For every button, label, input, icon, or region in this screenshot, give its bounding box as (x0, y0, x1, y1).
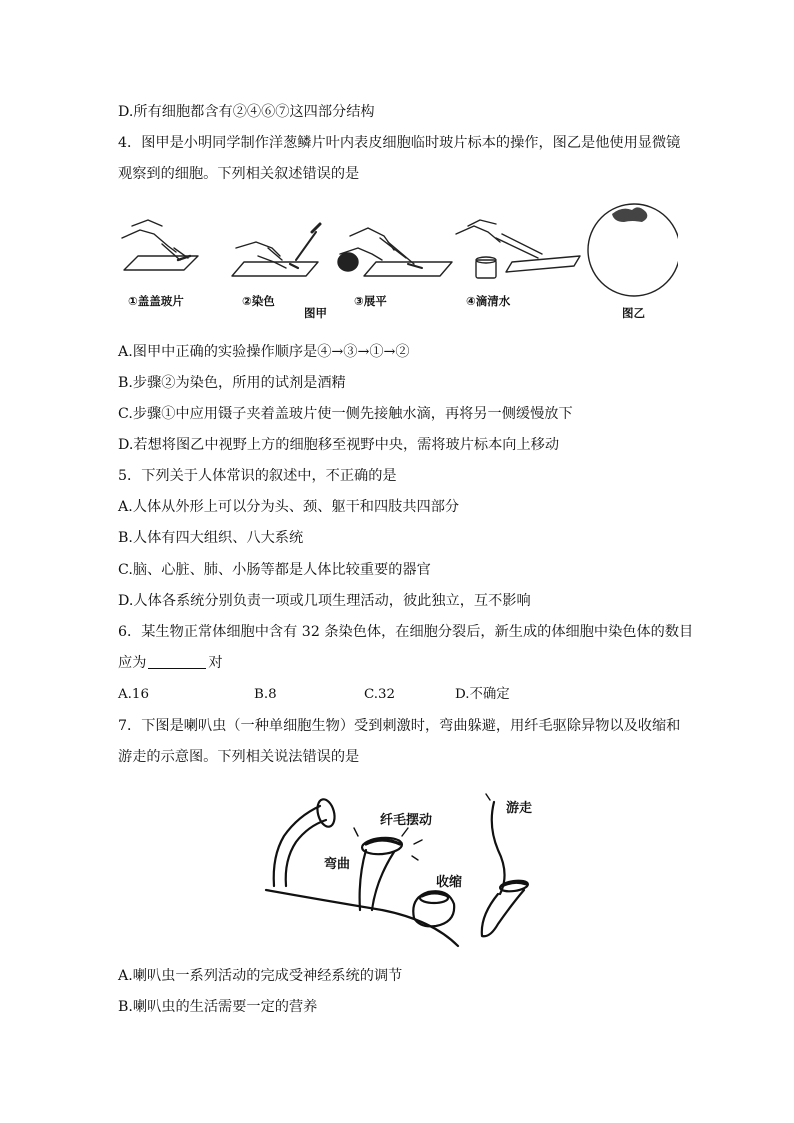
q6-option-c: C.32 (364, 687, 396, 702)
q6-stem-prefix: 应为 (118, 655, 147, 671)
q6-stem-suffix: 对 (208, 655, 223, 671)
q4-option-b: B.步骤②为染色，所用的试剂是酒精 (118, 375, 346, 391)
figure-yi-drawing (588, 204, 678, 296)
q3-option-d: D.所有细胞都含有②④⑥⑦这四部分结构 (118, 104, 375, 120)
figure-jia-label: 图甲 (304, 306, 327, 320)
q5-option-b: B.人体有四大组织、八大系统 (118, 530, 304, 546)
label-swim: 游走 (506, 801, 533, 816)
q5-option-c: C.脑、心脏、肺、小肠等都是人体比较重要的器官 (118, 562, 431, 578)
step2-label: ②染色 (242, 294, 275, 308)
q6-stem-line1: 6．某生物正常体细胞中含有 32 条染色体，在细胞分裂后，新生成的体细胞中染色体的数目 (118, 624, 694, 640)
q7-stem-line1: 7．下图是喇叭虫（一种单细胞生物）受到刺激时，弯曲躲避，用纤毛驱除异物以及收缩和 (118, 718, 681, 734)
q5-option-d: D.人体各系统分别负责一项或几项生理活动，彼此独立，互不影响 (118, 593, 531, 609)
q7-option-b: B.喇叭虫的生活需要一定的营养 (118, 999, 318, 1015)
step3-label: ③展平 (354, 294, 387, 308)
q4-figure (118, 198, 678, 326)
q6-option-b: B.8 (254, 687, 277, 702)
q6-stem-line2 (118, 653, 223, 673)
label-cilia: 纤毛摆动 (380, 813, 433, 828)
q4-option-a: A.图甲中正确的实验操作顺序是④→③→①→② (118, 344, 410, 360)
q6-answer-blank (148, 654, 206, 669)
step1-drawing (122, 220, 198, 270)
step4-drawing (456, 220, 580, 278)
q7-stem-line2: 游走的示意图。下列相关说法错误的是 (118, 749, 360, 765)
q7-figure (262, 786, 562, 958)
q6-option-d: D.不确定 (455, 687, 510, 702)
q7-option-a: A.喇叭虫一系列活动的完成受神经系统的调节 (118, 968, 403, 984)
q5-option-a: A.人体从外形上可以分为头、颈、躯干和四肢共四部分 (118, 499, 460, 515)
q4-option-d: D.若想将图乙中视野上方的细胞移至视野中央，需将玻片标本向上移动 (118, 437, 560, 453)
label-contract: 收缩 (436, 875, 463, 890)
q5-stem: 5．下列关于人体常识的叙述中，不正确的是 (118, 468, 397, 484)
step1-label: ①盖盖玻片 (128, 294, 184, 308)
q4-option-c: C.步骤①中应用镊子夹着盖玻片使一侧先接触水滴，再将另一侧缓慢放下 (118, 406, 573, 422)
q4-stem-line2: 观察到的细胞。下列相关叙述错误的是 (118, 166, 360, 182)
step3-drawing (338, 228, 452, 276)
step4-label: ④滴清水 (466, 294, 511, 308)
step2-drawing (232, 224, 320, 276)
label-bend: 弯曲 (324, 857, 351, 872)
q6-option-a: A.16 (118, 687, 149, 702)
figure-yi-label: 图乙 (622, 306, 645, 320)
q4-stem-line1: 4．图甲是小明同学制作洋葱鳞片叶内表皮细胞临时玻片标本的操作，图乙是他使用显微镜 (118, 135, 681, 151)
